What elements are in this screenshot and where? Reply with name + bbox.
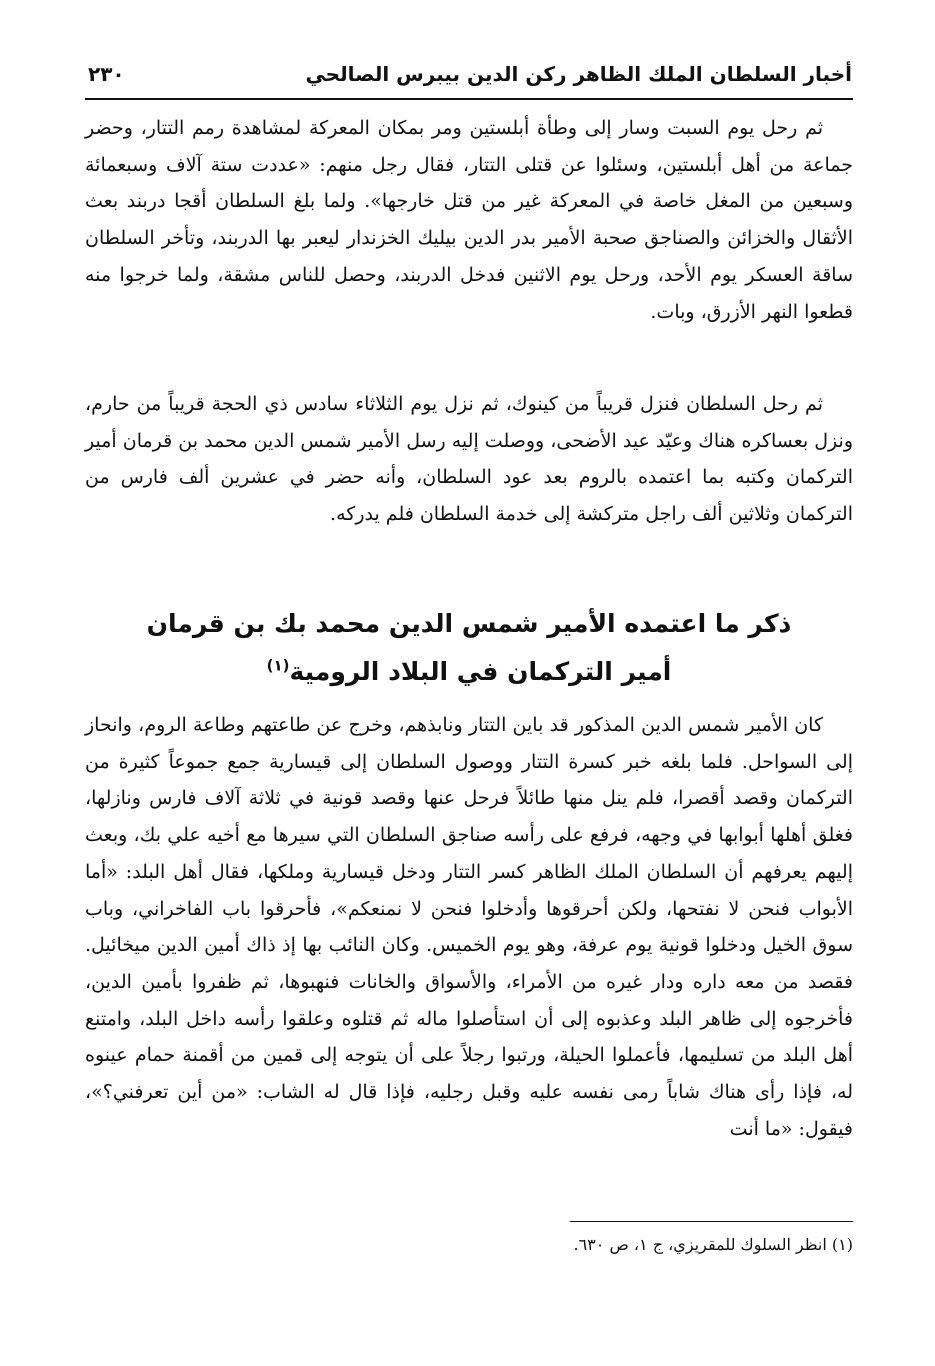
- section-heading: [85, 600, 853, 696]
- section-heading-line-1: ذكر ما اعتمده الأمير شمس الدين محمد بك بن قرمان: [146, 609, 792, 638]
- running-header: [88, 58, 852, 98]
- paragraph-2-block: [85, 386, 853, 533]
- paragraph-2: ثم رحل السلطان فنزل قريباً من كينوك، ثم نزل يوم الثلاثاء سادس ذي الحجة قريباً من حارم، ونزل بعساكره هناك وعيّد عيد الأضحى، ووصلت إليه رسل الأمير شمس الدين محمد بن قرمان أمير التركمان وكتبه بما اعتمده بالروم بعد عود السلطان، وأنه حضر في عشرين ألف فارس من التركمان وثلاثين ألف راجل متركشة إلى خدمة السلطان فلم يدركه.: [85, 393, 853, 526]
- paragraph-3-block: [85, 707, 853, 1147]
- running-header-title: أخبار السلطان الملك الظاهر ركن الدين بيبرس الصالحي: [305, 62, 852, 86]
- footnote-divider: [570, 1221, 853, 1222]
- paragraph-1-block: [85, 110, 853, 330]
- footnote-text: (١) انظر السلوك للمقريزي، ج ١، ص ٦٣٠.: [573, 1235, 853, 1254]
- footnote-reference[interactable]: (١): [266, 656, 290, 675]
- section-heading-line-2: أمير التركمان في البلاد الرومية: [289, 657, 672, 686]
- page-number: ٢٣٠: [88, 62, 125, 86]
- paragraph-1: ثم رحل يوم السبت وسار إلى وطأة أبلستين ومر بمكان المعركة لمشاهدة رمم التتار، وحضر جماعة من أهل أبلستين، وسئلوا عن قتلى التتار، فقال رجل منهم: «عددت ستة آلاف وسبعمائة وسبعين من المغل خاصة في المعركة غير من قتل خارجها». ولما بلغ السلطان أقجا دربند بعث الأثقال والخزائن والصناجق صحبة الأمير بدر الدين بيليك الخزندار ليعبر بها الدربند، وتأخر السلطان ساقة العسكر يوم الأحد، ورحل يوم الاثنين فدخل الدربند، وحصل للناس مشقة، ولما خرجوا منه قطعوا النهر الأزرق، وبات.: [85, 117, 853, 323]
- paragraph-3: كان الأمير شمس الدين المذكور قد باين التتار ونابذهم، وخرج عن طاعتهم وطاعة الروم، وانحاز إلى السواحل. فلما بلغه خبر كسرة التتار ووصول السلطان إلى قيسارية جمع جموعاً كثيرة من التركمان وقصد أقصرا، فلم ينل منها طائلاً فرحل عنها وقصد قونية في ثلاثة آلاف فارس ونازلها، فغلق أهلها أبوابها في وجهه، فرفع على رأسه صناجق السلطان التي سيرها مع أخيه علي بك، وبعث إليهم يعرفهم أن السلطان الملك الظاهر كسر التتار ودخل قيسارية وملكها، فقال أهل البلد: «أما الأبواب فنحن لا نفتحها، ولكن أحرقوها وأدخلوا فنحن لا نمنعكم»، فأحرقوا باب الفاخراني، وباب سوق الخيل ودخلوا قونية يوم عرفة، وهو يوم الخميس. وكان النائب بها إذ ذاك أمين الدين ميخائيل. فقصد من معه داره ودار غيره من الأمراء، والأسواق والخانات فنهبوها، ثم ظفروا بأمين الدين، فأخرجوه إلى ظاهر البلد وعذبوه إلى أن استأصلوا ماله ثم قتلوه وعلقوا رأسه داخل البلد، وامتنع أهل البلد من تسليمها، فأعملوا الحيلة، ورتبوا رجلاً على أن يتوجه إلى قمين من أقمنة حمام عينوه له، فإذا رأى هناك شاباً رمى نفسه عليه وقبل رجليه، فإذا قال له الشاب: «من أين تعرفني؟»، فيقول: «ما أنت: [85, 714, 853, 1140]
- header-divider: [85, 98, 853, 100]
- section-heading-line-2-wrap: [85, 648, 853, 696]
